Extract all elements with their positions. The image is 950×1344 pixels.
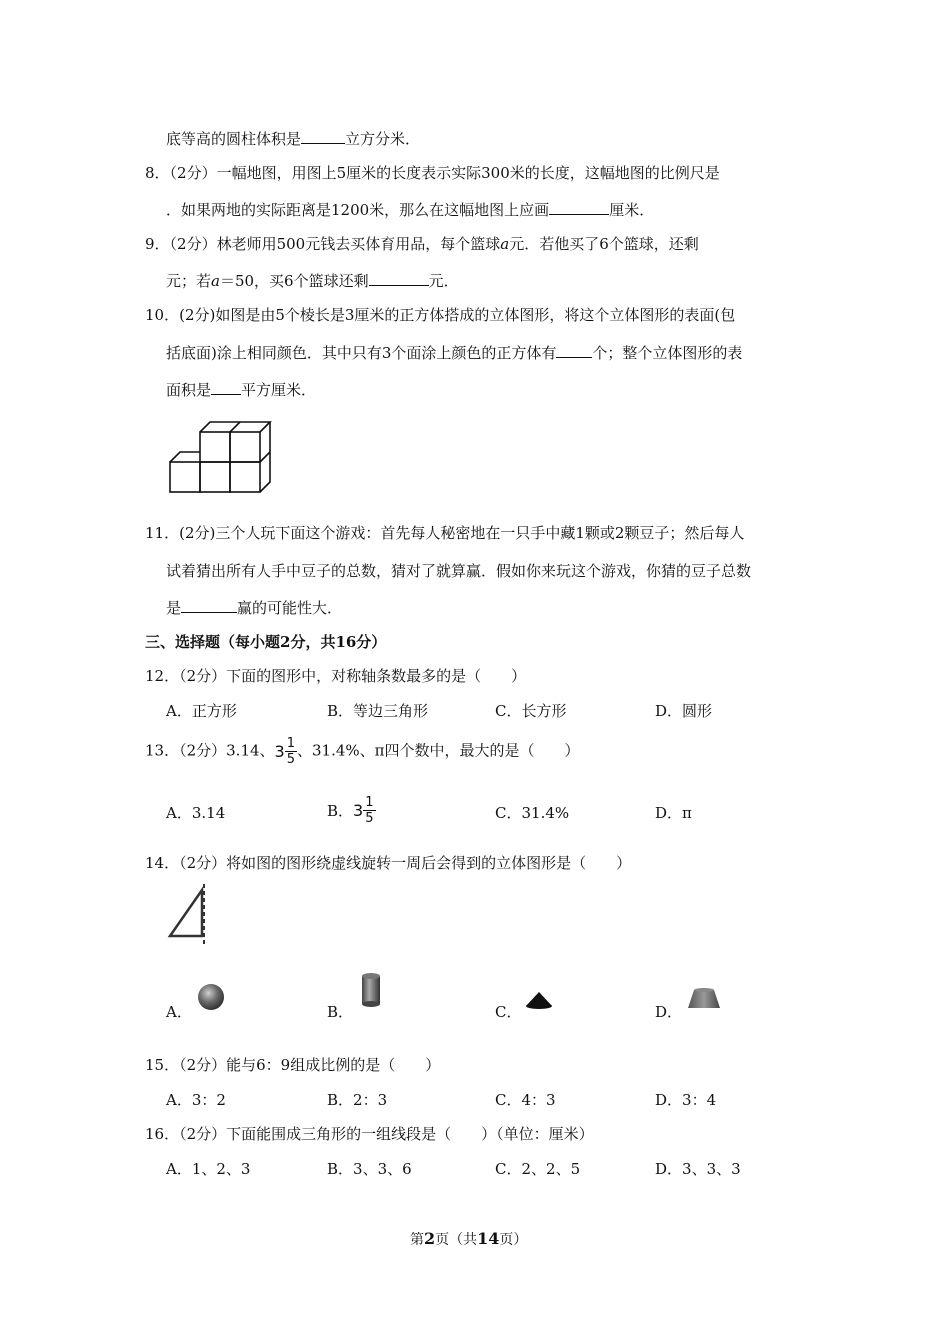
q12-option-c[interactable]: C．长方形 xyxy=(495,702,567,720)
q7-blank xyxy=(301,129,345,144)
triangle-figure xyxy=(166,884,212,946)
q12-option-b[interactable]: B．等边三角形 xyxy=(327,702,429,720)
question-16: 16．（2分）下面能围成三角形的一组线段是（ ）（单位：厘米） xyxy=(145,1125,594,1143)
q15-option-c[interactable]: C．4：3 xyxy=(495,1091,556,1109)
q13-option-a[interactable]: A．3.14 xyxy=(166,804,226,822)
sphere-icon xyxy=(196,982,226,1012)
q11-blank xyxy=(181,598,237,613)
q9-blank xyxy=(369,271,429,286)
question-10-line3: 面积是 平方厘米． xyxy=(166,381,317,399)
question-12: 12．（2分）下面的图形中，对称轴条数最多的是（ ） xyxy=(145,667,527,685)
cone-icon xyxy=(524,990,554,1012)
question-10: 10．(2分)如图是由5个棱长是3厘米的正方体搭成的立体图形，将这个立体图形的表面(包 xyxy=(145,306,736,324)
question-8-line2: ．如果两地的实际距离是1200米，那么在这幅地图上应画 厘米． xyxy=(166,201,655,219)
q16-option-c[interactable]: C．2、2、5 xyxy=(495,1160,581,1178)
q13-option-d[interactable]: D．π xyxy=(655,804,692,822)
question-13: 13．（2分）3.14、3 $\frac{1}{5}$ 、31.4%、π四个数中，最大的是（ ） xyxy=(145,736,580,767)
cube-figure xyxy=(166,418,276,496)
q15-option-b[interactable]: B．2：3 xyxy=(327,1091,388,1109)
q16-option-a[interactable]: A．1、2、3 xyxy=(166,1160,251,1178)
mixed-fraction: 3 $\frac{1}{5}$ xyxy=(274,736,296,767)
q13-option-b[interactable]: B．3 $\frac{1}{5}$ xyxy=(327,795,374,826)
q8-blank xyxy=(549,200,609,215)
mixed-fraction: 3 $\frac{1}{5}$ xyxy=(353,795,374,826)
q14-option-b[interactable]: B． xyxy=(327,1003,354,1021)
question-9: 9．（2分）林老师用500元钱去买体育用品，每个篮球a元．若他买了6个篮球，还剩 xyxy=(145,235,699,253)
q14-option-c[interactable]: C． xyxy=(495,1003,522,1021)
q14-option-d[interactable]: D． xyxy=(655,1003,683,1021)
question-8: 8．（2分）一幅地图，用图上5厘米的长度表示实际300米的长度，这幅地图的比例尺是 xyxy=(145,164,720,182)
frustum-icon xyxy=(686,986,722,1012)
q12-option-d[interactable]: D．圆形 xyxy=(655,702,713,720)
question-11-line3: 是 赢的可能性大． xyxy=(166,599,343,617)
q15-option-a[interactable]: A．3：2 xyxy=(166,1091,226,1109)
question-10-line2: 括底面)涂上相同颜色．其中只有3个面涂上颜色的正方体有 个；整个立体图形的表 xyxy=(166,344,743,362)
q12-option-a[interactable]: A．正方形 xyxy=(166,702,237,720)
q10-blank-2 xyxy=(211,380,241,395)
q13-option-c[interactable]: C．31.4% xyxy=(495,804,570,822)
q15-option-d[interactable]: D．3：4 xyxy=(655,1091,717,1109)
question-11: 11．(2分)三个人玩下面这个游戏：首先每人秘密地在一只手中藏1颗或2颗豆子；然后每人 xyxy=(145,524,745,542)
question-15: 15．（2分）能与6：9组成比例的是（ ） xyxy=(145,1056,441,1074)
q14-option-a[interactable]: A． xyxy=(166,1003,192,1021)
page-footer: 第2页（共14页） xyxy=(410,1229,528,1248)
q7-tail: 底等高的圆柱体积是 立方分米． xyxy=(166,130,421,148)
question-11-line2: 试着猜出所有人手中豆子的总数，猜对了就算赢．假如你来玩这个游戏，你猜的豆子总数 xyxy=(166,562,752,580)
q16-option-d[interactable]: D．3、3、3 xyxy=(655,1160,741,1178)
q10-blank-1 xyxy=(556,343,592,358)
question-9-line2: 元；若a＝50，买6个篮球还剩 元． xyxy=(166,272,459,290)
q16-option-b[interactable]: B．3、3、6 xyxy=(327,1160,412,1178)
question-14: 14．（2分）将如图的图形绕虚线旋转一周后会得到的立体图形是（ ） xyxy=(145,854,632,872)
section-title: 三、选择题（每小题2分，共16分） xyxy=(145,633,387,651)
cylinder-icon xyxy=(360,972,382,1008)
